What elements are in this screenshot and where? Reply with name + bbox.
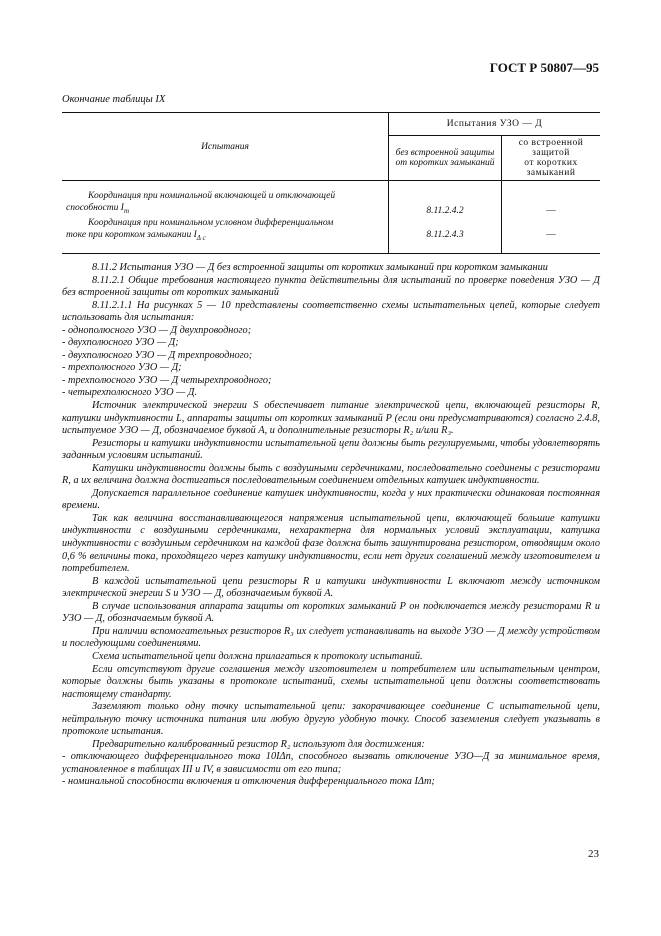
- row-1-label: Координация при номинальной включающей и отключающей способности $I_m$: [66, 191, 336, 215]
- paragraph: Катушки индуктивности должны быть с воздушными сердечниками, последовательно соединены с резисторами R, а их величина должна достигаться последовательным соединением отдельных катушек индуктивности.: [62, 462, 600, 487]
- row-2-dash: —: [546, 230, 556, 240]
- row-1-dash: —: [546, 206, 556, 216]
- list-item: - однополюсного УЗО — Д двухпроводного;: [62, 324, 252, 336]
- paragraph: В каждой испытательной цепи резисторы R и катушки индуктивности L включают между источником электрической энергии S и УЗО — Д, обозначаемым буквой А.: [62, 575, 600, 600]
- paragraph: Предварительно калиброванный резистор R₂ используют для достижения:: [92, 738, 425, 750]
- list-item: - трехполюсного УЗО — Д;: [62, 362, 182, 374]
- document-header: ГОСТ Р 50807—95: [489, 60, 599, 75]
- col-header-without-protection-l2: от коротких замыканий: [395, 158, 495, 168]
- section-8-11-2-1-1: 8.11.2.1.1 На рисунках 5 — 10 представлены соответственно схемы испытательных цепей, которые следует использовать для испытания:: [62, 299, 600, 324]
- col-header-tests: Испытания: [201, 141, 249, 152]
- col-header-without-protection-l1: без встроенной защиты: [395, 148, 495, 158]
- list-item: - номинальной способности включения и отключения дифференциального тока IΔm;: [62, 776, 435, 788]
- row-2-value: 8.11.2.4.3: [426, 230, 464, 240]
- paragraph: В случае использования аппарата защиты от коротких замыканий P он подключается между резисторами R и УЗО — Д, обозначаемым буквой А.: [62, 600, 600, 625]
- row-1-value: 8.11.2.4.2: [426, 206, 464, 216]
- col-header-group: Испытания УЗО — Д: [446, 119, 543, 129]
- page-number: 23: [588, 848, 599, 860]
- list-item: - двухполюсного УЗО — Д;: [62, 337, 179, 349]
- table-caption: Окончание таблицы IX: [62, 94, 166, 105]
- list-item: - двухполюсного УЗО — Д трехпроводного;: [62, 349, 253, 361]
- paragraph: Резисторы и катушки индуктивности испытательной цепи должны быть регулируемыми, чтобы удовлетворять заданным условиям испытаний.: [62, 437, 600, 462]
- paragraph: При наличии вспомогательных резисторов R₃ их следует устанавливать на выходе УЗО — Д между устройством и последующими соединениями.: [62, 625, 600, 650]
- section-8-11-2: 8.11.2 Испытания УЗО — Д без встроенной защиты от коротких замыканий при коротком замыкании: [92, 262, 548, 273]
- body-text: [62, 262, 600, 789]
- tests-table: [62, 112, 600, 254]
- col-header-with-protection-l1: со встроенной защитой: [518, 138, 584, 158]
- paragraph: Источник электрической энергии S обеспечивает питание электрической цепи, включающей резисторы R, катушки индуктивности L, аппараты защиты от коротких замыканий P (если они предусматриваются) согласно 2.4.8, испытуемое УЗО — Д, обозначаемое буквой А, и дополнительные резисторы R₂ и/или R₃.: [62, 400, 600, 437]
- paragraph: Схема испытательной цепи должна прилагаться к протоколу испытаний.: [92, 650, 423, 662]
- col-header-with-protection-l2: от коротких замыканий: [524, 158, 578, 178]
- list-item: - трехполюсного УЗО — Д четырехпроводного;: [62, 374, 272, 386]
- paragraph: Так как величина восстанавливающегося напряжения испытательной цепи, включающей большие катушки индуктивности с воздушными сердечниками, нехарактерна для нормальных условий эксплуатации, катушка индуктивности с воздушным сердечником на каждой фазе должна быть зашунтирована резистором, отводящим около 0,6 % величины тока, проходящего через катушку индуктивности, если нет других соглашений между изготовителем и потребителем.: [62, 512, 600, 575]
- section-8-11-2-1: 8.11.2.1 Общие требования настоящего пункта действительны для испытаний по проверке поведения УЗО — Д без встроенной защиты от коротких замыканий: [62, 274, 600, 299]
- row-2-label: Координация при номинальном условном дифференциальном токе при коротком замыкании $I_{\Delta c}$: [66, 218, 334, 242]
- list-item: - отключающего дифференциального тока 10IΔn, способного вызвать отключение УЗО—Д за минимальное время, установленное в таблицах III и IV, в зависимости от его типа;: [62, 751, 600, 775]
- paragraph: Если отсутствуют другие соглашения между изготовителем и потребителем или испытательным центром, которые должны быть указаны в протоколе испытаний, схемы испытательной цепи должны соответствовать настоящему стандарту.: [62, 663, 600, 700]
- list-item: - четырехполюсного УЗО — Д.: [62, 387, 198, 399]
- paragraph: Заземляют только одну точку испытательной цепи: закорачивающее соединение С испытательной цепи, нейтральную точку источника питания или любую другую удобную точку. Способ заземления следует указывать в протоколе испытания.: [62, 701, 600, 738]
- paragraph: Допускается параллельное соединение катушек индуктивности, когда у них практически одинаковая постоянная времени.: [62, 487, 600, 512]
